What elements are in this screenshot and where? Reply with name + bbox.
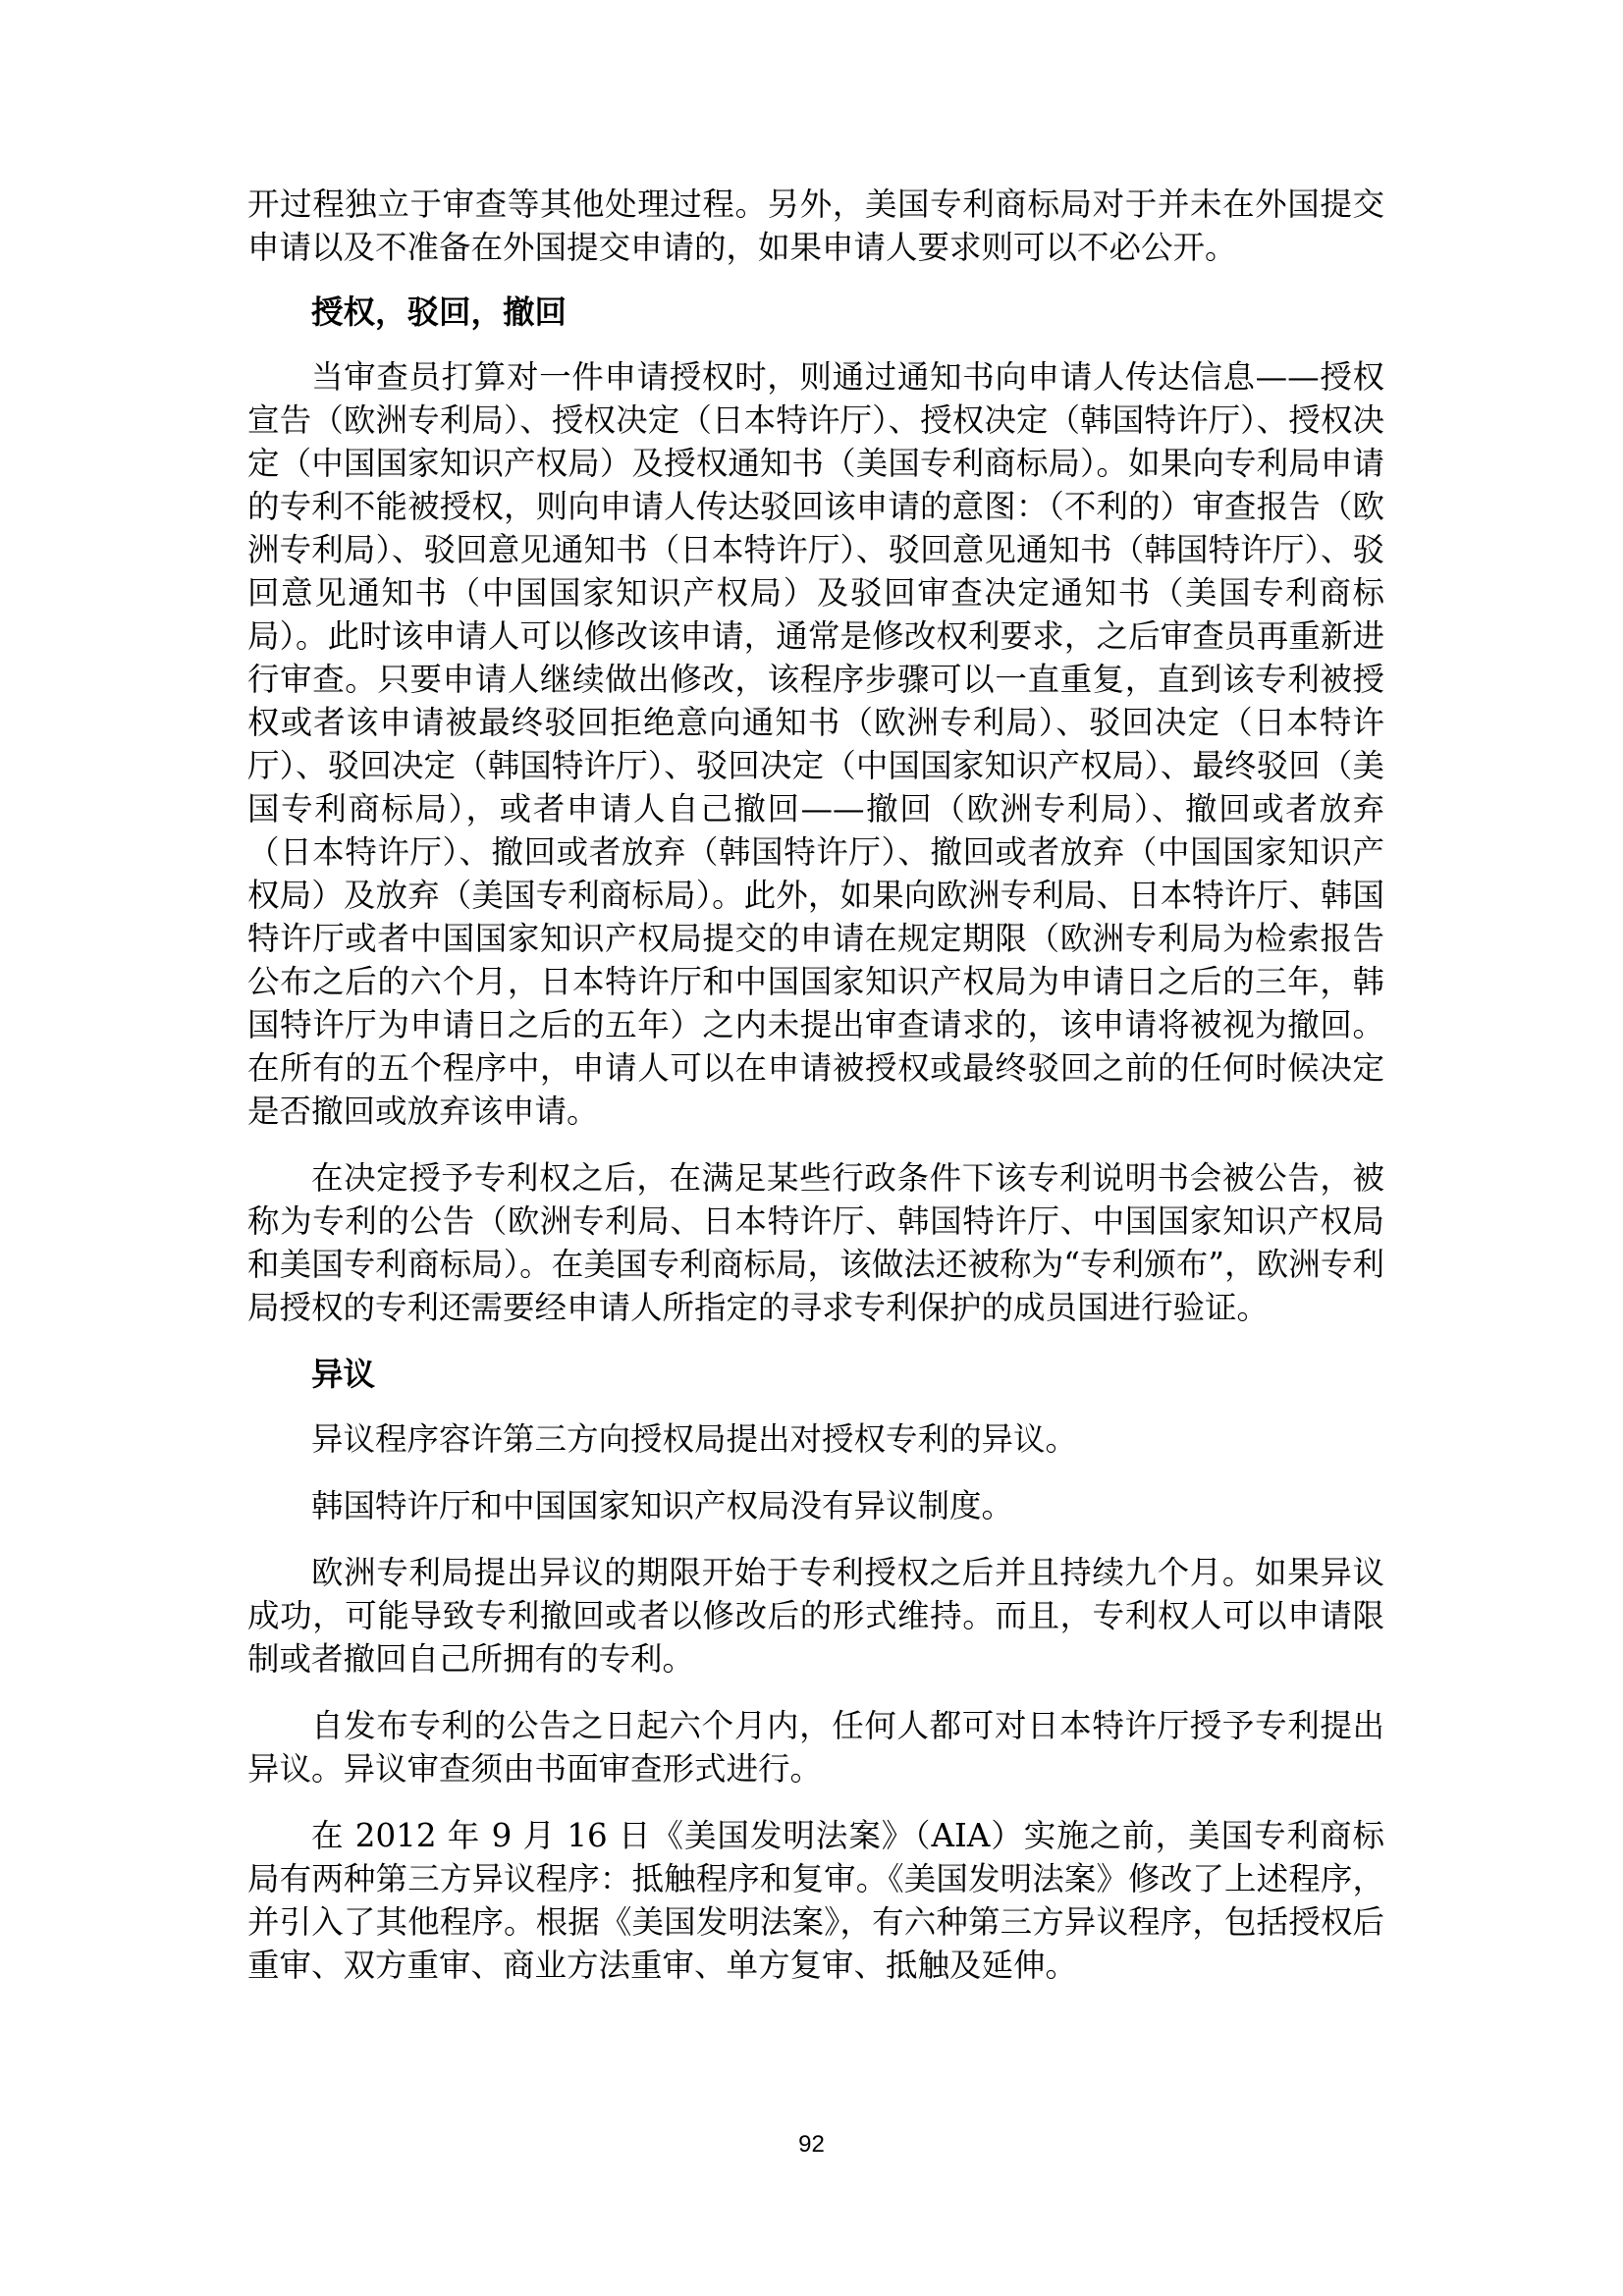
opposition-paragraph-1: 异议程序容许第三方向授权局提出对授权专利的异议。 [311, 1420, 1078, 1458]
spacer [247, 269, 1384, 291]
spacer [247, 334, 1384, 355]
opposition-paragraph-5: 在 2012 年 9 月 16 日《美国发明法案》（AIA）实施之前，美国专利商标局有两种第三方异议程序：抵触程序和复审。《美国发明法案》修改了上述程序，并引入了其他程序。根据《美国发明法案》，有六种第三方异议程序，包括授权后重审、双方重审、商业方法重审、单方复审、抵触及延伸。 [247, 1817, 1384, 1984]
spacer [247, 1461, 1384, 1484]
page-body [247, 183, 1384, 1987]
grant-paragraph-1: 当审查员打算对一件申请授权时，则通过通知书向申请人传达信息——授权宣告（欧洲专利局）、授权决定（日本特许厅）、授权决定（韩国特许厅）、授权决定（中国国家知识产权局）及授权通知书（美国专利商标局）。如果向专利局申请的专利不能被授权，则向申请人传达驳回该申请的意图：（不利的）审查报告（欧洲专利局）、驳回意见通知书（日本特许厅）、驳回意见通知书（韩国特许厅）、驳回意见通知书（中国国家知识产权局）及驳回审查决定通知书（美国专利商标局）。此时该申请人可以修改该申请，通常是修改权利要求，之后审查员再重新进行审查。只要申请人继续做出修改，该程序步骤可以一直重复，直到该专利被授权或者该申请被最终驳回拒绝意向通知书（欧洲专利局）、驳回决定（日本特许厅）、驳回决定（韩国特许厅）、驳回决定（中国国家知识产权局）、最终驳回（美国专利商标局），或者申请人自己撤回——撤回（欧洲专利局）、撤回或者放弃（日本特许厅）、撤回或者放弃（韩国特许厅）、撤回或者放弃（中国国家知识产权局）及放弃（美国专利商标局）。此外，如果向欧洲专利局、日本特许厅、韩国特许厅或者中国国家知识产权局提交的申请在规定期限（欧洲专利局为检索报告公布之后的六个月，日本特许厅和中国国家知识产权局为申请日之后的三年，韩国特许厅为申请日之后的五年）之内未提出审查请求的，该申请将被视为撤回。在所有的五个程序中，申请人可以在申请被授权或最终驳回之前的任何时候决定是否撤回或放弃该申请。 [247, 358, 1384, 1130]
opposition-paragraph-2: 韩国特许厅和中国国家知识产权局没有异议制度。 [311, 1487, 1014, 1524]
spacer [247, 1133, 1384, 1156]
opposition-paragraph-4: 自发布专利的公告之日起六个月内，任何人都可对日本特许厅授予专利提出异议。异议审查须由书面审查形式进行。 [247, 1707, 1384, 1788]
spacer [247, 1790, 1384, 1814]
page-number: 92 [798, 2131, 825, 2158]
opposition-paragraph-3: 欧洲专利局提出异议的期限开始于专利授权之后并且持续九个月。如果异议成功，可能导致专利撤回或者以修改后的形式维持。而且，专利权人可以申请限制或者撤回自己所拥有的专利。 [247, 1554, 1384, 1678]
intro-paragraph: 开过程独立于审查等其他处理过程。另外，美国专利商标局对于并未在外国提交申请以及不准备在外国提交申请的，如果申请人要求则可以不必公开。 [247, 186, 1384, 266]
spacer [247, 1527, 1384, 1551]
spacer [247, 1681, 1384, 1704]
grant-paragraph-2: 在决定授予专利权之后，在满足某些行政条件下该专利说明书会被公告，被称为专利的公告（欧洲专利局、日本特许厅、韩国特许厅、中国国家知识产权局和美国专利商标局）。在美国专利商标局，该做法还被称为“专利颁布”，欧洲专利局授权的专利还需要经申请人所指定的寻求专利保护的成员国进行验证。 [247, 1159, 1384, 1326]
spacer [247, 1396, 1384, 1417]
spacer [247, 1329, 1384, 1353]
section-heading-grant: 授权，驳回，撤回 [311, 293, 568, 331]
section-heading-opposition: 异议 [311, 1355, 376, 1393]
